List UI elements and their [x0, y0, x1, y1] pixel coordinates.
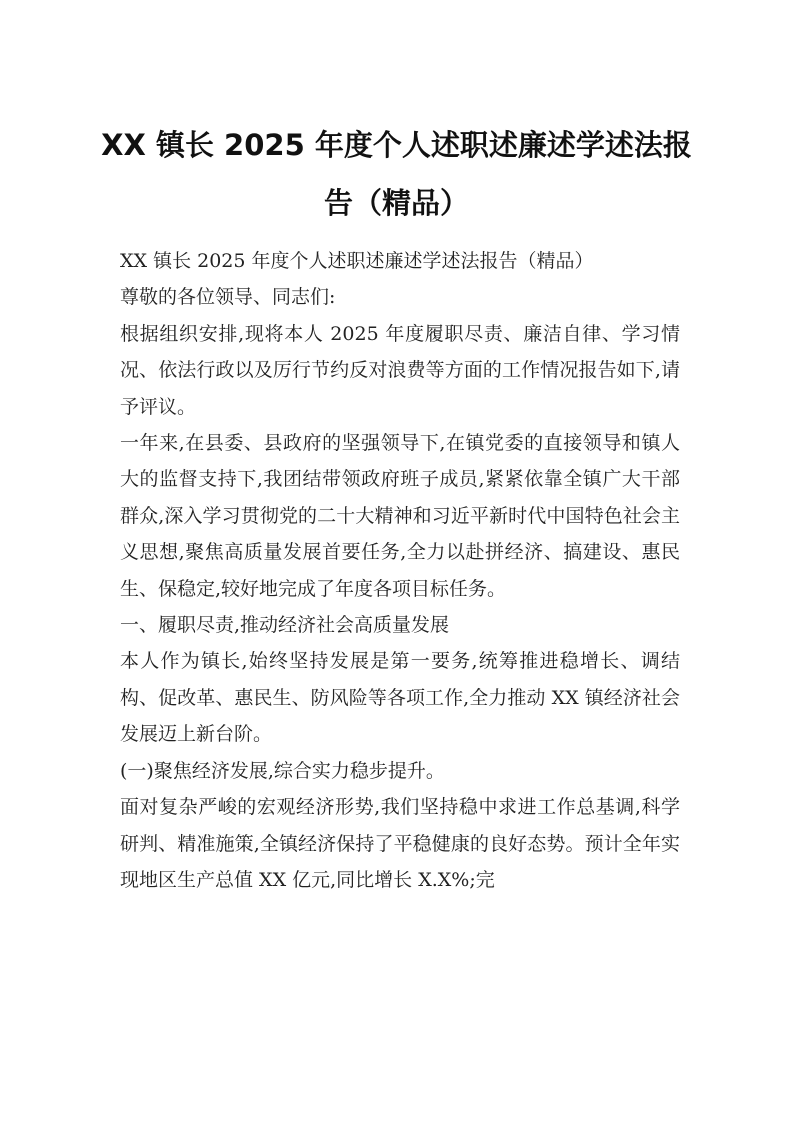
paragraph-intro: 根据组织安排,现将本人 2025 年度履职尽责、廉洁自律、学习情况、依法行政以及厉行节约反对浪费等方面的工作情况报告如下,请予评议。 — [120, 322, 680, 418]
title-line-1: XX 镇长 2025 年度个人述职述廉述学述法报 — [101, 128, 692, 162]
title-line-2: 告（精品） — [323, 186, 469, 220]
subsection-heading-1: (一)聚焦经济发展,综合实力稳步提升。 — [120, 759, 445, 782]
document-body — [120, 243, 680, 898]
paragraph-overview: 一年来,在县委、县政府的坚强领导下,在镇党委的直接领导和镇人大的监督支持下,我团结带领政府班子成员,紧紧依靠全镇广大干部群众,深入学习贯彻党的二十大精神和习近平新时代中国特色社会主义思想,聚焦高质量发展首要任务,全力以赴拼经济、搞建设、惠民生、保稳定,较好地完成了年度各项目标任务。 — [120, 432, 680, 600]
paragraph-subtitle: XX 镇长 2025 年度个人述职述廉述学述法报告（精品） — [120, 250, 594, 272]
paragraph-section-1: 本人作为镇长,始终坚持发展是第一要务,统筹推进稳增长、调结构、促改革、惠民生、防风险等各项工作,全力推动 XX 镇经济社会发展迈上新台阶。 — [120, 650, 680, 746]
section-heading-1: 一、履职尽责,推动经济社会高质量发展 — [120, 614, 450, 637]
document-title — [100, 116, 693, 232]
paragraph-salutation: 尊敬的各位领导、同志们: — [120, 286, 336, 309]
paragraph-economy: 面对复杂严峻的宏观经济形势,我们坚持稳中求进工作总基调,科学研判、精准施策,全镇经济保持了平稳健康的良好态势。预计全年实现地区生产总值 XX 亿元,同比增长 X.X%;完 — [120, 796, 680, 891]
